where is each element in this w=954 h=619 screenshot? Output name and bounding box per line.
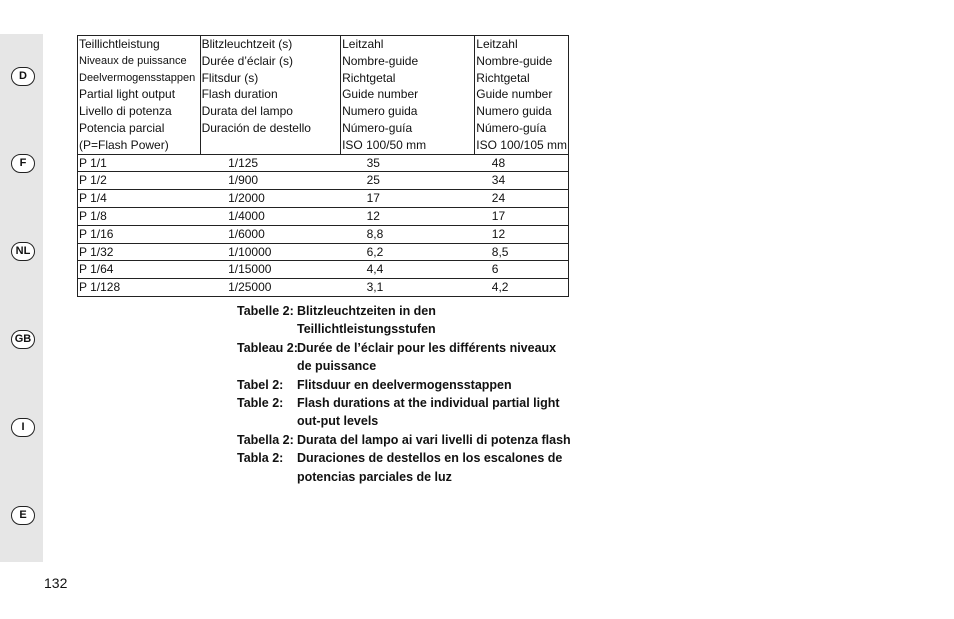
table-header-row	[78, 36, 569, 155]
language-badge-gb[interactable]: GB	[11, 330, 35, 349]
flash-duration-table	[77, 35, 569, 297]
cell-power-level: P 1/8	[78, 207, 201, 225]
language-badge-f[interactable]: F	[11, 154, 35, 173]
cell-guide-number-50mm: 4,4	[341, 261, 475, 279]
table-row	[78, 225, 569, 243]
header-line: Flash duration	[201, 87, 278, 102]
page-number: 132	[44, 575, 68, 591]
cell-guide-number-105mm: 6	[475, 261, 569, 279]
table-row	[78, 190, 569, 208]
caption-es	[237, 449, 572, 486]
cell-guide-number-50mm: 3,1	[341, 279, 475, 297]
cell-flash-duration: 1/125	[200, 154, 341, 172]
header-line: Numero guida	[476, 104, 552, 119]
cell-guide-number-105mm: 12	[475, 225, 569, 243]
caption-text: Flitsduur en deelvermogensstappen	[297, 377, 512, 392]
table-row	[78, 243, 569, 261]
caption-text: Durée de l’éclair pour les différents niveaux de puissance	[297, 340, 557, 374]
caption-gb	[237, 394, 572, 431]
language-sidebar	[0, 34, 43, 562]
header-line: Teillichtleistung	[79, 37, 160, 51]
caption-label: Tabelle 2:	[237, 304, 294, 318]
cell-guide-number-50mm: 35	[341, 154, 475, 172]
header-line: Duración de destello	[201, 120, 311, 135]
cell-flash-duration: 1/900	[200, 172, 341, 190]
language-badge-i[interactable]: I	[11, 418, 35, 437]
cell-power-level: P 1/32	[78, 243, 201, 261]
header-line: Potencia parcial	[79, 120, 165, 135]
cell-guide-number-50mm: 6,2	[341, 243, 475, 261]
language-badge-nl[interactable]: NL	[11, 242, 35, 261]
header-guide-number-50mm	[341, 36, 475, 155]
cell-guide-number-105mm: 48	[475, 154, 569, 172]
header-line: Número-guía	[476, 120, 547, 135]
cell-flash-duration: 1/15000	[200, 261, 341, 279]
header-line: (P=Flash Power)	[79, 137, 169, 152]
header-line: Numero guida	[342, 104, 418, 119]
caption-fr	[237, 339, 572, 376]
caption-label: Tabla 2:	[237, 451, 284, 466]
header-line: Durata del lampo	[201, 104, 293, 119]
cell-flash-duration: 1/2000	[200, 190, 341, 208]
header-line: Leitzahl	[476, 37, 518, 51]
cell-power-level: P 1/64	[78, 261, 201, 279]
header-flash-duration	[200, 36, 341, 155]
caption-de	[237, 302, 572, 339]
header-line: Niveaux de puissance	[79, 54, 187, 67]
caption-text: Duraciones de destellos en los escalones de potencias parciales de luz	[297, 451, 563, 484]
cell-flash-duration: 1/25000	[200, 279, 341, 297]
header-line: Nombre-guide	[476, 53, 553, 68]
cell-flash-duration: 1/10000	[200, 243, 341, 261]
table-row	[78, 154, 569, 172]
header-line: Blitzleuchtzeit (s)	[201, 37, 293, 51]
header-line: Guide number	[342, 87, 419, 102]
language-badge-e[interactable]: E	[11, 506, 35, 525]
cell-guide-number-50mm: 25	[341, 172, 475, 190]
header-line: Guide number	[476, 87, 553, 102]
caption-nl	[237, 376, 572, 394]
header-line: Durée d’éclair (s)	[201, 53, 293, 68]
header-line: Flitsdur (s)	[201, 70, 259, 85]
cell-guide-number-105mm: 8,5	[475, 243, 569, 261]
language-badge-d[interactable]: D	[11, 67, 35, 86]
header-line: Leitzahl	[342, 37, 384, 51]
caption-text: Blitzleuchtzeiten in den Teillichtleistungsstufen	[297, 304, 436, 337]
caption-label: Table 2:	[237, 396, 284, 411]
cell-power-level: P 1/128	[78, 279, 201, 297]
header-line: Número-guía	[342, 120, 413, 135]
cell-guide-number-50mm: 12	[341, 207, 475, 225]
cell-power-level: P 1/16	[78, 225, 201, 243]
header-line: Livello di potenza	[79, 104, 172, 119]
cell-guide-number-105mm: 17	[475, 207, 569, 225]
caption-label: Tabella 2:	[237, 432, 294, 447]
cell-guide-number-50mm: 8,8	[341, 225, 475, 243]
cell-guide-number-105mm: 24	[475, 190, 569, 208]
header-line: ISO 100/105 mm	[476, 137, 567, 152]
header-line: ISO 100/50 mm	[342, 137, 427, 152]
header-partial-light-output	[78, 36, 201, 155]
cell-power-level: P 1/4	[78, 190, 201, 208]
caption-text: Durata del lampo ai vari livelli di potenza flash	[297, 432, 571, 447]
table-row	[78, 207, 569, 225]
table-captions	[237, 302, 572, 486]
cell-power-level: P 1/1	[78, 154, 201, 172]
cell-guide-number-105mm: 4,2	[475, 279, 569, 297]
cell-power-level: P 1/2	[78, 172, 201, 190]
cell-flash-duration: 1/6000	[200, 225, 341, 243]
header-line: Deelvermogensstappen	[79, 71, 196, 84]
table-row	[78, 261, 569, 279]
header-line: Partial light output	[79, 87, 176, 102]
caption-label: Tableau 2:	[237, 340, 298, 355]
table-row	[78, 279, 569, 297]
caption-label: Tabel 2:	[237, 377, 284, 392]
cell-guide-number-105mm: 34	[475, 172, 569, 190]
header-guide-number-105mm	[475, 36, 569, 155]
header-line: Richtgetal	[342, 70, 396, 85]
header-line: Richtgetal	[476, 70, 530, 85]
caption-it	[237, 431, 572, 449]
table-row	[78, 172, 569, 190]
cell-flash-duration: 1/4000	[200, 207, 341, 225]
header-line: Nombre-guide	[342, 53, 419, 68]
caption-text: Flash durations at the individual partial light out-put levels	[297, 396, 560, 429]
cell-guide-number-50mm: 17	[341, 190, 475, 208]
